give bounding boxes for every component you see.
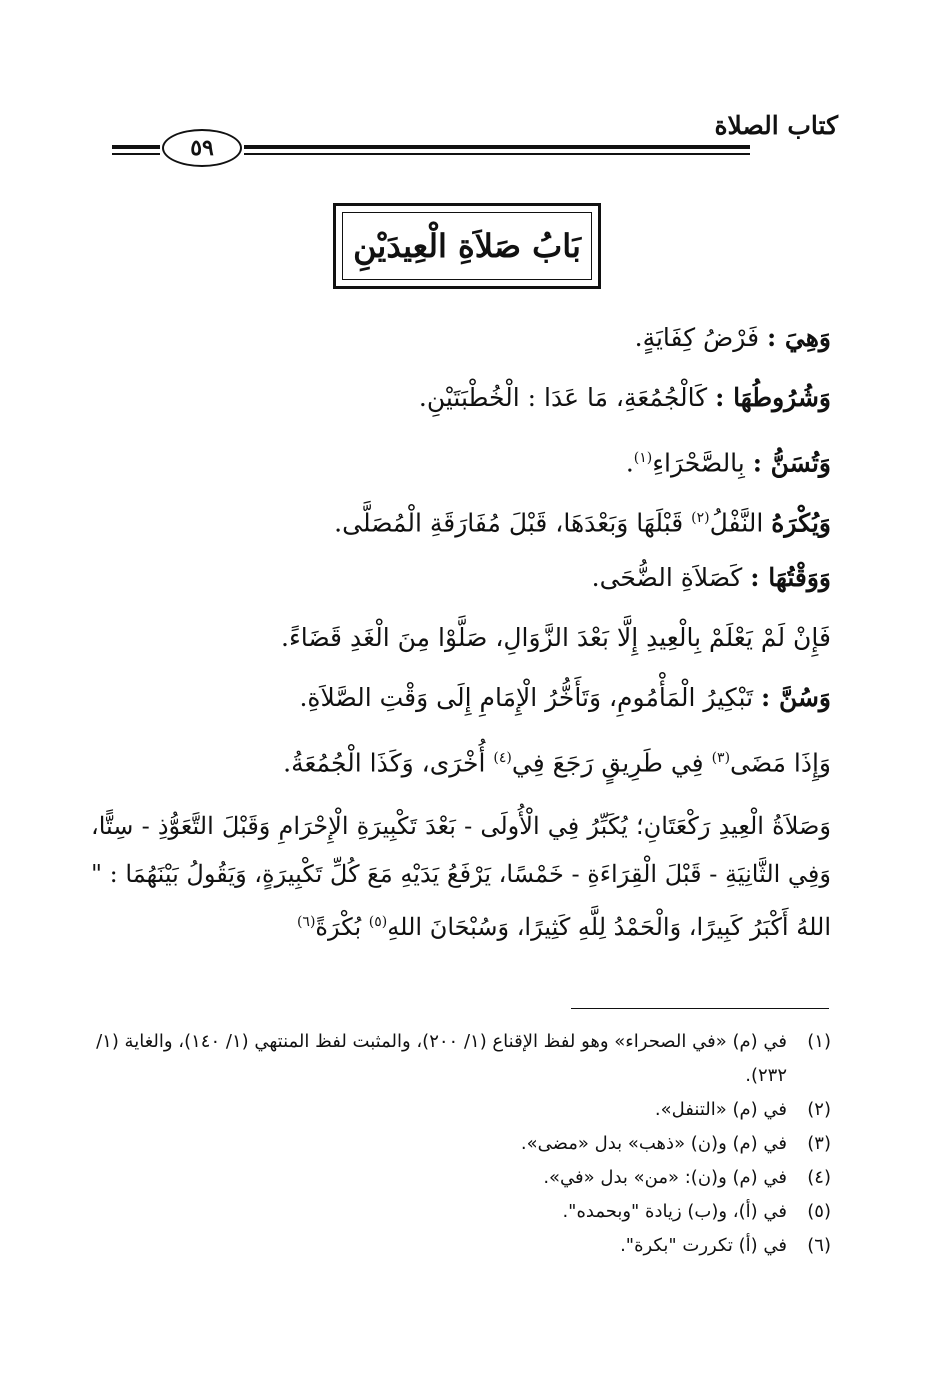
footnote (91, 1229, 831, 1263)
chapter-title-inner (342, 212, 592, 280)
line-text: النَّفْلُ (709, 508, 772, 538)
footnote (91, 1161, 831, 1195)
footnote-text: في (م) «في الصحراء» وهو لفظ الإقناع (١/ ٢٠٠)، والمثبت لفظ المنتهي (١/ ١٤٠)، والغاية (١/ ٢٣٢). (96, 1031, 787, 1086)
page-header (112, 105, 838, 175)
line-text: وَإِذَا مَضَى (730, 748, 831, 778)
footnote-ref[interactable]: (٤) (493, 750, 512, 766)
line-text: فَرْضُ كِفَايَةٍ. (634, 323, 767, 352)
line-keyword: وَشُرُوطُهَا : (715, 383, 831, 412)
footnote-ref[interactable]: (١) (633, 450, 653, 466)
line-keyword: وَتُسَنُّ : (752, 448, 831, 478)
line-text: كَالْجُمُعَةِ، مَا عَدَا : الْخُطْبَتَيْنِ. (418, 383, 716, 412)
text-line (91, 488, 831, 548)
footnote-number: (٢) (807, 1099, 831, 1120)
footnote-ref[interactable]: (٥) (368, 914, 388, 930)
footnote (91, 1093, 831, 1127)
body-paragraph (91, 802, 831, 951)
line-keyword: وَوَقْتُهَا : (750, 563, 831, 592)
footnote-number: (٣) (807, 1133, 831, 1154)
chapter-title-frame (333, 203, 601, 289)
line-text: كَصَلاَةِ الضُّحَى. (591, 563, 751, 592)
line-keyword: وَسُنَّ : (761, 683, 831, 712)
footnote-ref[interactable]: (٢) (691, 510, 710, 526)
footnote-number: (٥) (807, 1201, 831, 1222)
text-line (91, 728, 831, 788)
line-keyword: وَيُكْرَهُ (771, 508, 831, 538)
line-keyword: وَهِيَ : (766, 323, 831, 352)
body-lines (91, 308, 831, 788)
paragraph-text: بُكْرَةً (315, 913, 369, 941)
text-line (91, 428, 831, 488)
footnote-ref[interactable]: (٣) (711, 750, 731, 766)
footnote-number: (٤) (807, 1167, 831, 1188)
paragraph-text: وَصَلاَةُ الْعِيدِ رَكْعَتَانِ؛ يُكَبِّرُ فِي الْأُولَى - بَعْدَ تَكْبِيرَةِ الْإِحْرَامِ وَقَبْلَ التَّعَوُّذِ - سِتًّا، وَفِي الثَّانِيَةِ - قَبْلَ الْقِرَاءَةِ - خَمْسًا، يَرْفَعُ يَدَيْهِ مَعَ كُلِّ تَكْبِيرَةٍ، وَيَقُولُ بَيْنَهُمَا : " اللهُ أَكْبَرُ كَبِيرًا، وَالْحَمْدُ لِلَّهِ كَثِيرًا، وَسُبْحَانَ اللهِ (91, 812, 831, 941)
footnote-text: في (أ) تكررت "بكرة". (620, 1235, 787, 1256)
footnote-number: (٦) (807, 1235, 831, 1256)
footnote (91, 1127, 831, 1161)
line-tail: . (625, 448, 634, 478)
text-line (91, 668, 831, 728)
line-text: فَإِنْ لَمْ يَعْلَمْ بِالْعِيدِ إِلَّا بَعْدَ الزَّوَالِ، صَلَّوْا مِنَ الْغَدِ قَضَاءً. (281, 623, 831, 652)
footnote-separator (571, 1008, 829, 1009)
book-title: كتاب الصلاة (714, 111, 838, 140)
footnote-number: (١) (807, 1031, 831, 1052)
header-rule-short (112, 145, 160, 155)
text-line (91, 608, 831, 668)
footnote-text: في (أ)، و(ب) زيادة "وبحمده". (562, 1201, 787, 1222)
header-rule (244, 145, 750, 155)
footnote (91, 1025, 831, 1093)
line-tail: قَبْلَهَا وَبَعْدَهَا، قَبْلَ مُفَارَقَةِ الْمُصَلَّى. (334, 508, 692, 538)
text-line (91, 308, 831, 368)
line-tail: فِي طَرِيقٍ رَجَعَ فِي (511, 748, 712, 778)
footnote (91, 1195, 831, 1229)
footnote-ref[interactable]: (٦) (296, 914, 316, 930)
line-text: بِالصَّحْرَاءِ (652, 448, 753, 478)
line-tail: أُخْرَى، وَكَذَا الْجُمُعَةُ. (283, 748, 494, 778)
footnote-text: في (م) و(ن) «ذهب» بدل «مضى». (520, 1133, 787, 1154)
line-text: تَبْكِيرُ الْمَأْمُومِ، وَتَأَخُّرُ الْإِمَامِ إِلَى وَقْتِ الصَّلاَةِ. (299, 683, 762, 712)
footnote-text: في (م) و(ن): «من» بدل «في». (543, 1167, 787, 1188)
text-line (91, 548, 831, 608)
text-line (91, 368, 831, 428)
footnote-text: في (م) «التنفل». (654, 1099, 787, 1120)
footnotes (91, 1025, 831, 1263)
page-number: ٥٩ (162, 129, 242, 167)
chapter-title: بَابُ صَلاَةِ الْعِيدَيْنِ (353, 227, 581, 265)
